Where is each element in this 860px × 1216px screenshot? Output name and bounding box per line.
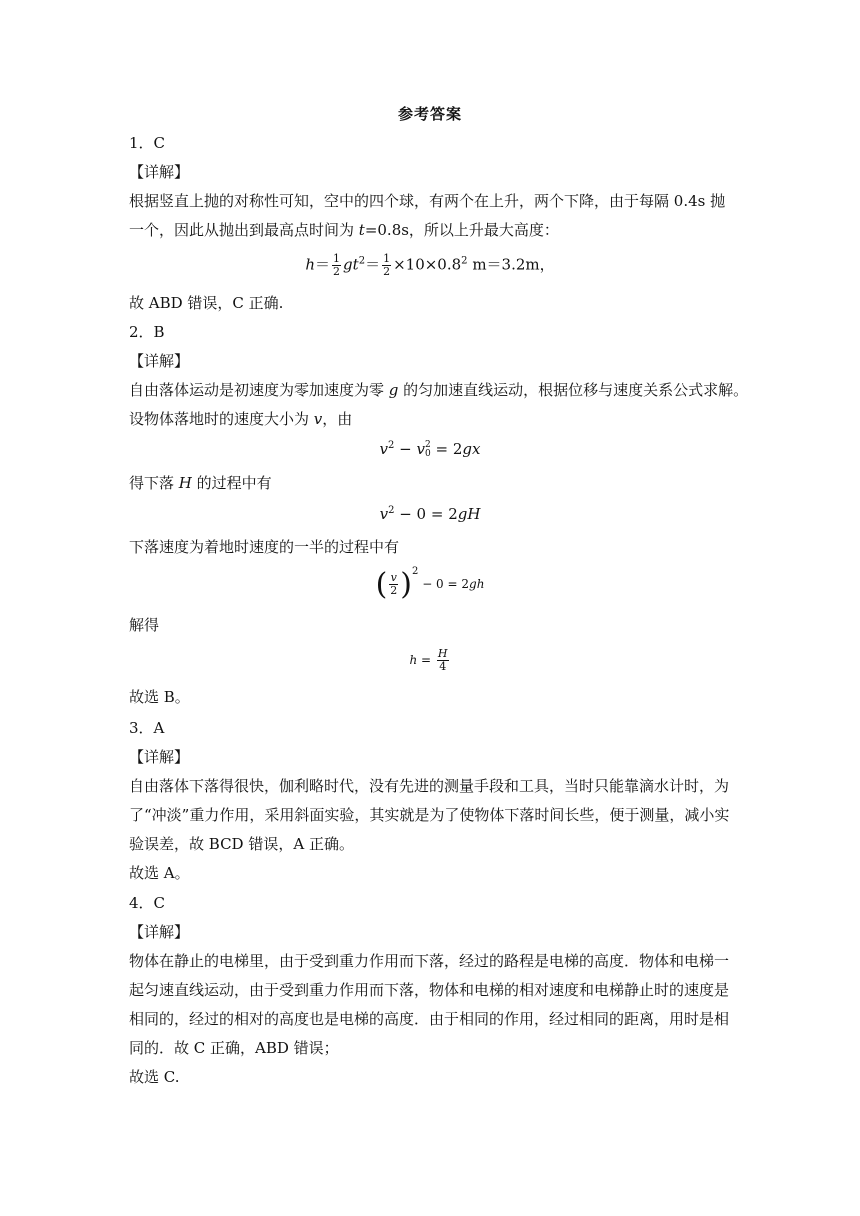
q4-detail-heading: 【详解】 xyxy=(129,923,190,941)
q2-text-3: 得下落 H 的过程中有 xyxy=(129,474,272,492)
q4-text-1: 物体在静止的电梯里，由于受到重力作用而下落，经过的路程是电梯的高度．物体和电梯一 xyxy=(129,952,730,970)
q2-text-2: 设物体落地时的速度大小为 v，由 xyxy=(129,410,353,428)
q4-answer: 4．C xyxy=(129,894,166,912)
q2-conclusion: 故选 B。 xyxy=(129,688,190,706)
q4-text-3: 相同的，经过的相对的高度也是电梯的高度．由于相同的作用，经过相同的距离，用时是相 xyxy=(129,1010,730,1028)
q2-text-1: 自由落体运动是初速度为零加速度为零 g 的匀加速直线运动，根据位移与速度关系公式求解。 xyxy=(129,381,749,399)
q1-equation: h＝ $\frac{1}{2}$ $gt^2=$ $\frac{1}{2}$ $\times 10\times 0.8^2$ m＝3.2m， xyxy=(305,252,555,278)
q3-text-2: 了“冲淡”重力作用，采用斜面实验，其实就是为了使物体下落时间长些，便于测量，减小实 xyxy=(129,806,730,824)
q4-text-2: 起匀速直线运动，由于受到重力作用而下落，物体和电梯的相对速度和电梯静止时的速度是 xyxy=(129,981,730,999)
q3-detail-heading: 【详解】 xyxy=(129,748,190,766)
page-title: 参考答案 xyxy=(397,105,462,123)
q1-answer: 1．C xyxy=(129,134,166,152)
q2-equation-2: $v^2 - 0 = 2gH$ xyxy=(379,505,481,523)
q2-equation-4: h = $\frac{H}{4}$ xyxy=(409,647,448,673)
q3-answer: 3．A xyxy=(129,719,165,737)
q3-conclusion: 故选 A。 xyxy=(129,864,190,882)
q4-conclusion: 故选 C. xyxy=(129,1068,180,1086)
q2-detail-heading: 【详解】 xyxy=(129,352,190,370)
q2-answer: 2．B xyxy=(129,323,165,341)
q2-equation-3: ( $\frac{v}{2}$ )$^2$ − 0 = 2gh xyxy=(375,566,485,602)
q1-conclusion: 故 ABD 错误，C 正确. xyxy=(129,294,284,312)
q2-text-5: 解得 xyxy=(129,616,160,634)
q1-detail-heading: 【详解】 xyxy=(129,163,190,181)
q1-text-1: 根据竖直上抛的对称性可知，空中的四个球，有两个在上升，两个下降，由于每隔 0.4s 抛 xyxy=(129,192,726,210)
q1-text-2: 一个，因此从抛出到最高点时间为 t=0.8s，所以上升最大高度： xyxy=(129,221,559,239)
q2-equation-1: $v^2 - v$ 2 0 = 2gx xyxy=(379,440,481,459)
q3-text-1: 自由落体下落得很快，伽利略时代，没有先进的测量手段和工具，当时只能靠滴水计时，为 xyxy=(129,777,730,795)
q3-text-3: 验误差，故 BCD 错误，A 正确。 xyxy=(129,835,354,853)
q4-text-4: 同的．故 C 正确，ABD 错误； xyxy=(129,1039,339,1057)
q2-text-4: 下落速度为着地时速度的一半的过程中有 xyxy=(129,538,400,556)
